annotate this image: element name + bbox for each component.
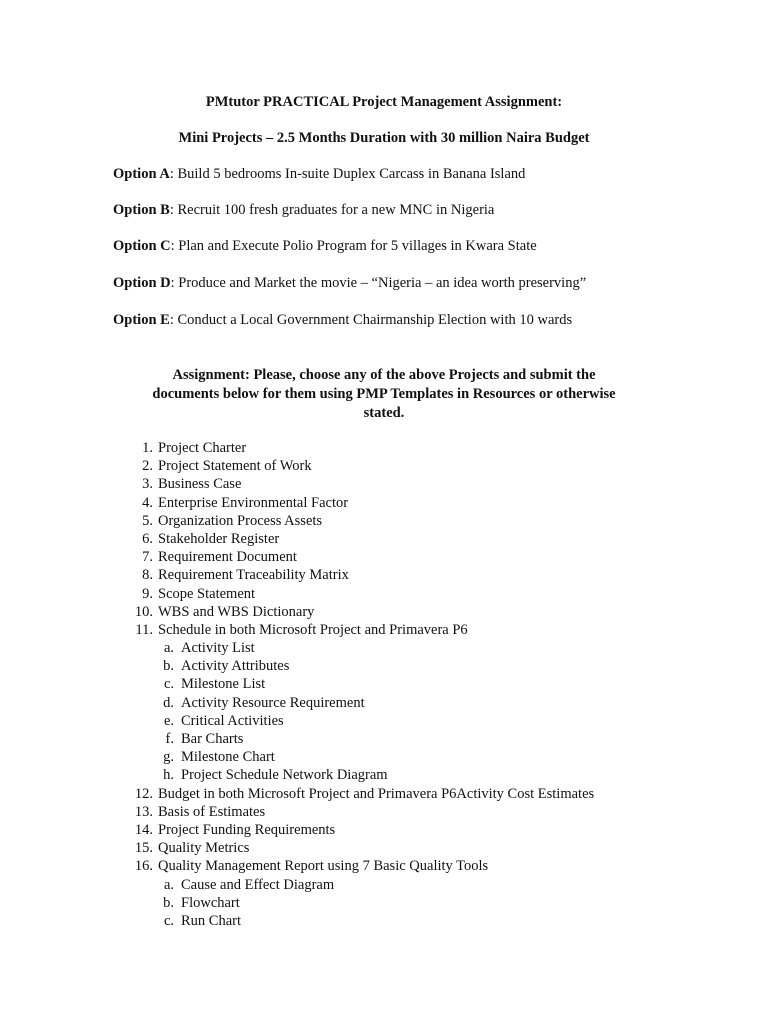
document-title: PMtutor PRACTICAL Project Management Assignment: [205,94,563,110]
list-item-number: b. [163,894,174,911]
assignment-line: stated. [363,405,405,421]
list-item [0,803,768,821]
list-item-text: Basis of Estimates [158,803,266,820]
list-item-number: 11. [135,621,153,638]
list-item [0,857,768,875]
option-e [113,312,572,329]
assignment-line: Assignment: Please, choose any of the above Projects and submit the [172,367,596,383]
list-item-number: 5. [142,512,153,529]
sub-list-item [0,894,768,912]
list-item-text: Bar Charts [181,731,244,747]
list-item-text: Critical Activities [181,712,284,729]
list-item-number: b. [163,658,174,675]
list-item-text: Run Chart [181,912,242,929]
assignment-line: documents below for them using PMP Templates in Resources or otherwise [152,386,616,402]
list-item-number: 4. [142,494,153,511]
list-item [0,821,768,839]
list-item-text: Requirement Document [158,549,297,566]
list-item-text: Activity List [181,640,255,657]
option-label: Option E [113,312,170,328]
list-item-number: f. [165,731,174,747]
list-item-number: 3. [142,476,153,493]
list-item-text: Project Funding Requirements [158,821,336,838]
sub-list-item [0,876,768,894]
list-item-number: 1. [142,440,153,456]
list-item [0,530,768,548]
list-item-text: Project Statement of Work [158,458,312,475]
list-item-text: Stakeholder Register [158,530,280,547]
list-item [0,457,768,475]
sub-list-item [0,694,768,712]
list-item-text: Quality Metrics [158,840,250,857]
list-item-number: 8. [142,567,153,584]
option-label: Option D [113,275,171,291]
list-item-text: Quality Management Report using 7 Basic Quality Tools [158,858,489,875]
list-item-number: d. [163,694,174,711]
list-item-text: Schedule in both Microsoft Project and Primavera P6 [158,621,468,638]
list-item-text: Project Charter [158,440,247,456]
list-item [0,621,768,639]
list-item-text: Budget in both Microsoft Project and Primavera P6Activity Cost Estimates [158,785,595,802]
list-item-text: Project Schedule Network Diagram [181,767,388,784]
list-item-number: 2. [142,458,153,475]
list-item-text: Milestone List [181,676,266,693]
list-item [0,439,768,457]
list-item-number: c. [163,676,174,693]
option-b [113,202,494,219]
sub-list-item [0,748,768,766]
list-item-number: 14. [134,821,153,838]
list-item-number: 13. [134,803,153,820]
option-text: : Plan and Execute Polio Program for 5 villages in Kwara State [170,238,537,254]
list-item [0,839,768,857]
list-item [0,512,768,530]
option-text: : Produce and Market the movie – “Nigeria – an idea worth preserving” [170,275,587,291]
option-text: : Conduct a Local Government Chairmanship Election with 10 wards [169,312,573,328]
list-item-number: e. [163,712,174,729]
list-item [0,585,768,603]
option-text: : Recruit 100 fresh graduates for a new MNC in Nigeria [169,202,495,218]
list-item-text: Scope Statement [158,585,256,602]
list-item-number: 10. [134,603,153,620]
list-item [0,566,768,584]
list-item-number: c. [163,912,174,929]
sub-list-item [0,675,768,693]
list-item-number: 7. [142,549,153,566]
list-item [0,494,768,512]
sub-list-item [0,657,768,675]
sub-list-item [0,730,768,748]
list-item-number: 6. [142,530,153,547]
list-item [0,475,768,493]
list-item-number: g. [163,749,174,766]
list-item-number: 9. [142,585,153,602]
option-c [113,238,537,255]
list-item-text: WBS and WBS Dictionary [158,603,315,620]
deliverables-list [0,439,768,930]
option-label: Option B [113,202,170,218]
list-item [0,785,768,803]
option-text: : Build 5 bedrooms In-suite Duplex Carcass in Banana Island [169,166,526,182]
list-item-text: Milestone Chart [181,749,275,766]
list-item-text: Activity Resource Requirement [181,694,365,711]
list-item-number: 12. [134,785,153,802]
sub-list-item [0,912,768,930]
option-label: Option C [113,238,171,254]
sub-list-item [0,712,768,730]
list-item-number: 16. [134,858,153,875]
list-item-text: Requirement Traceability Matrix [158,567,349,584]
option-d [113,275,586,292]
option-a [113,166,525,183]
list-item-text: Business Case [158,476,242,493]
list-item-number: a. [163,640,174,657]
sub-list-item [0,766,768,784]
list-item-number: 15. [134,840,153,857]
option-label: Option A [113,166,170,182]
list-item-text: Flowchart [181,894,240,911]
list-item-number: a. [163,876,174,893]
sub-list-item [0,639,768,657]
document-subtitle: Mini Projects – 2.5 Months Duration with 30 million Naira Budget [178,130,590,146]
list-item-text: Organization Process Assets [158,512,323,529]
list-item [0,548,768,566]
list-item-number: h. [163,767,174,784]
assignment-instructions [110,366,658,423]
list-item-text: Enterprise Environmental Factor [158,494,349,511]
list-item-text: Activity Attributes [181,658,290,675]
list-item-text: Cause and Effect Diagram [181,876,335,893]
list-item [0,603,768,621]
